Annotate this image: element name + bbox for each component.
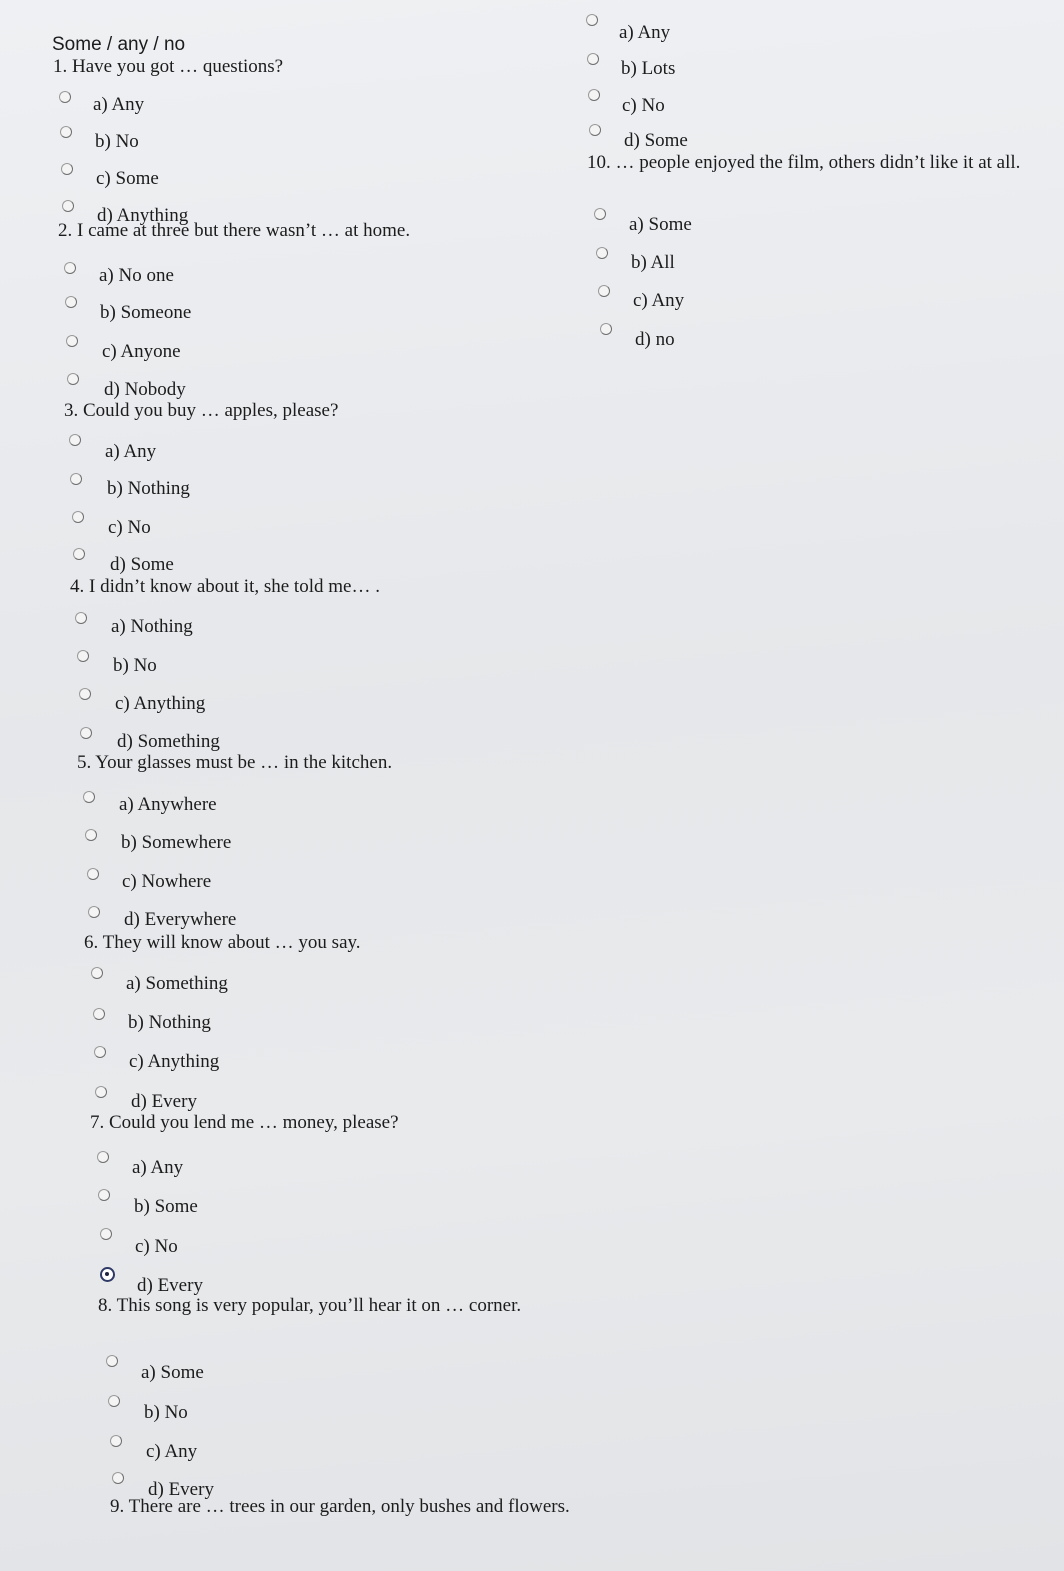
radio-q2-a[interactable] bbox=[64, 262, 76, 274]
radio-q3-c[interactable] bbox=[72, 511, 84, 523]
option-q7-c: c) No bbox=[135, 1236, 178, 1257]
radio-q7-a[interactable] bbox=[97, 1151, 109, 1163]
option-q2-b: b) Someone bbox=[100, 302, 192, 323]
radio-q10-c[interactable] bbox=[598, 285, 610, 297]
radio-q5-a[interactable] bbox=[83, 791, 95, 803]
radio-q1-b[interactable] bbox=[60, 126, 72, 138]
option-q2-a: a) No one bbox=[99, 265, 174, 286]
option-q8-b: b) No bbox=[144, 1402, 188, 1423]
option-q4-d: d) Something bbox=[117, 731, 220, 752]
radio-q4-d[interactable] bbox=[80, 727, 92, 739]
option-q2-c: c) Anyone bbox=[102, 341, 181, 362]
option-q9-c: c) No bbox=[622, 95, 665, 116]
option-q1-c: c) Some bbox=[96, 168, 159, 189]
option-q5-b: b) Somewhere bbox=[121, 832, 232, 853]
radio-q2-d[interactable] bbox=[67, 373, 79, 385]
radio-q2-b[interactable] bbox=[65, 296, 77, 308]
option-q6-c: c) Anything bbox=[129, 1051, 220, 1072]
option-q1-d: d) Anything bbox=[97, 205, 189, 226]
radio-q8-c[interactable] bbox=[110, 1435, 122, 1447]
option-q1-b: b) No bbox=[95, 131, 139, 152]
radio-q5-d[interactable] bbox=[88, 906, 100, 918]
option-q6-b: b) Nothing bbox=[128, 1012, 211, 1033]
option-q5-d: d) Everywhere bbox=[124, 909, 237, 930]
radio-q6-a[interactable] bbox=[91, 967, 103, 979]
option-q7-b: b) Some bbox=[134, 1196, 198, 1217]
radio-q8-a[interactable] bbox=[106, 1355, 118, 1367]
radio-q8-d[interactable] bbox=[112, 1472, 124, 1484]
radio-q2-c[interactable] bbox=[66, 335, 78, 347]
question-1: 1. Have you got … questions? bbox=[53, 56, 284, 77]
radio-q1-d[interactable] bbox=[62, 200, 74, 212]
radio-q10-a[interactable] bbox=[594, 208, 606, 220]
radio-q7-d-selected[interactable] bbox=[100, 1267, 115, 1282]
option-q7-a: a) Any bbox=[132, 1157, 184, 1178]
radio-q6-c[interactable] bbox=[94, 1046, 106, 1058]
radio-q9-b[interactable] bbox=[587, 53, 599, 65]
option-q5-c: c) Nowhere bbox=[122, 871, 212, 892]
radio-q4-b[interactable] bbox=[77, 650, 89, 662]
radio-q8-b[interactable] bbox=[108, 1395, 120, 1407]
radio-q3-a[interactable] bbox=[69, 434, 81, 446]
question-7: 7. Could you lend me … money, please? bbox=[90, 1112, 399, 1133]
option-q10-c: c) Any bbox=[633, 290, 685, 311]
radio-q9-a[interactable] bbox=[586, 14, 598, 26]
radio-q9-d[interactable] bbox=[589, 124, 601, 136]
question-10: 10. … people enjoyed the film, others didn’t like it at all. bbox=[587, 152, 1021, 173]
question-9: 9. There are … trees in our garden, only bushes and flowers. bbox=[110, 1496, 570, 1517]
option-q9-d: d) Some bbox=[624, 130, 688, 151]
radio-q1-a[interactable] bbox=[59, 91, 71, 103]
radio-q5-c[interactable] bbox=[87, 868, 99, 880]
option-q10-b: b) All bbox=[631, 252, 675, 273]
option-q7-d: d) Every bbox=[137, 1275, 203, 1296]
option-q3-d: d) Some bbox=[110, 554, 174, 575]
question-5: 5. Your glasses must be … in the kitchen. bbox=[77, 752, 393, 773]
option-q8-d: d) Every bbox=[148, 1479, 214, 1500]
option-q8-a: a) Some bbox=[141, 1362, 204, 1383]
option-q4-a: a) Nothing bbox=[111, 616, 193, 637]
radio-q10-d[interactable] bbox=[600, 323, 612, 335]
option-q1-a: a) Any bbox=[93, 94, 145, 115]
option-q10-a: a) Some bbox=[629, 214, 692, 235]
question-8: 8. This song is very popular, you’ll hear it on … corner. bbox=[98, 1295, 522, 1316]
question-3: 3. Could you buy … apples, please? bbox=[64, 400, 339, 421]
option-q2-d: d) Nobody bbox=[104, 379, 186, 400]
radio-q6-d[interactable] bbox=[95, 1086, 107, 1098]
question-6: 6. They will know about … you say. bbox=[84, 932, 361, 953]
option-q3-b: b) Nothing bbox=[107, 478, 190, 499]
option-q9-a: a) Any bbox=[619, 22, 671, 43]
option-q6-a: a) Something bbox=[126, 973, 228, 994]
radio-q5-b[interactable] bbox=[85, 829, 97, 841]
option-q3-a: a) Any bbox=[105, 441, 157, 462]
radio-q3-d[interactable] bbox=[73, 548, 85, 560]
radio-q4-a[interactable] bbox=[75, 612, 87, 624]
page-title: Some / any / no bbox=[52, 34, 186, 55]
radio-q3-b[interactable] bbox=[70, 473, 82, 485]
option-q4-b: b) No bbox=[113, 655, 157, 676]
radio-q7-b[interactable] bbox=[98, 1189, 110, 1201]
option-q10-d: d) no bbox=[635, 329, 675, 350]
radio-q4-c[interactable] bbox=[79, 688, 91, 700]
radio-q10-b[interactable] bbox=[596, 247, 608, 259]
option-q5-a: a) Anywhere bbox=[119, 794, 217, 815]
option-q9-b: b) Lots bbox=[621, 58, 676, 79]
option-q8-c: c) Any bbox=[146, 1441, 198, 1462]
radio-q6-b[interactable] bbox=[93, 1008, 105, 1020]
option-q6-d: d) Every bbox=[131, 1091, 197, 1112]
radio-q7-c[interactable] bbox=[100, 1228, 112, 1240]
option-q4-c: c) Anything bbox=[115, 693, 206, 714]
question-4: 4. I didn’t know about it, she told me… . bbox=[70, 576, 380, 597]
radio-q9-c[interactable] bbox=[588, 89, 600, 101]
option-q3-c: c) No bbox=[108, 517, 151, 538]
radio-q1-c[interactable] bbox=[61, 163, 73, 175]
question-2: 2. I came at three but there wasn’t … at home. bbox=[58, 220, 411, 241]
